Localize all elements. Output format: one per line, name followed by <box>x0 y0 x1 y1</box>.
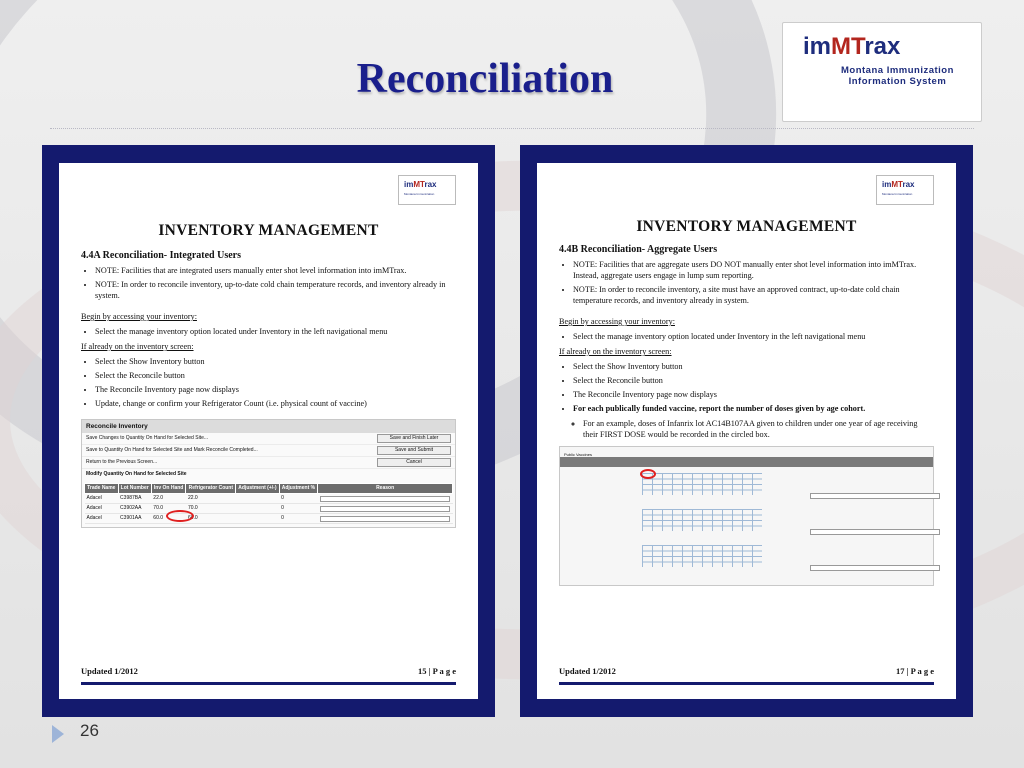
slide-number-marker-icon <box>52 725 64 743</box>
cancel-button: Cancel <box>377 458 451 467</box>
slide-title: Reconciliation <box>356 56 614 102</box>
immtrax-logo <box>782 22 982 122</box>
title-divider <box>50 128 974 129</box>
list-item: • Update, change or confirm your Refrigerator Count (i.e. physical count of vaccine) <box>95 398 456 409</box>
list-item: • The Reconcile Inventory page now displays <box>573 389 934 400</box>
section-title: 4.4B Reconciliation- Aggregate Users <box>559 244 718 255</box>
reason-select <box>320 516 450 522</box>
list-item: • Select the Show Inventory button <box>573 361 934 372</box>
table-row: Adacel C3987BA 22.0 22.0 0 <box>85 494 453 504</box>
highlight-circle <box>166 510 194 522</box>
already-label: If already on the inventory screen: <box>81 342 194 351</box>
aggregate-screenshot <box>559 446 934 586</box>
logo-tagline: Montana Immunization Information System <box>841 65 954 87</box>
section-title: 4.4A Reconciliation- Integrated Users <box>81 250 241 261</box>
begin-label: Begin by accessing your inventory: <box>559 317 675 326</box>
begin-list <box>573 331 934 342</box>
document-heading: INVENTORY MANAGEMENT <box>636 218 857 235</box>
logo-wordmark: imMTrax <box>803 33 901 60</box>
dose-grid <box>642 545 762 567</box>
reason-select <box>810 565 940 571</box>
table-row: Adacel C3901AA 60.0 60.0 0 <box>85 514 453 524</box>
action-row: Return to the Previous Screen... Cancel <box>82 457 455 469</box>
save-and-submit-button: Save and Submit <box>377 446 451 455</box>
list-item: ◦ For an example, doses of Infanrix lot AC14B107AA given to children under one year of age receiving their FIRST DOSE would be recorded in the circled box. <box>583 418 934 440</box>
inventory-table: Trade Name Lot Number Inv On Hand Refrigerator Count Adjustment (+/-) Adjustment % Reason Adacel C3987BA 22.0 22.0 0 Adacel C3902AA 70.0 70.0 0 Adacel C3901AA 60.0 60.0 0 <box>84 483 453 524</box>
list-item: • For each publically funded vaccine, report the number of doses given by age cohort. <box>573 403 934 414</box>
table-header-bar <box>560 457 933 467</box>
left-document-page <box>59 163 478 699</box>
list-item: • Select the manage inventory option located under Inventory in the left navigational menu <box>95 326 456 337</box>
already-list <box>95 356 456 409</box>
reason-select <box>320 506 450 512</box>
document-logo: imMTrax Montana Immunization <box>398 175 456 205</box>
reconcile-inventory-screenshot <box>81 419 456 528</box>
list-item: • The Reconcile Inventory page now displays <box>95 384 456 395</box>
screenshot-header: Reconcile Inventory <box>82 420 455 433</box>
document-footer: Updated 1/2012 17 | P a g e <box>559 666 934 685</box>
save-and-finish-later-button: Save and Finish Later <box>377 434 451 443</box>
list-item: • NOTE: Facilities that are aggregate users DO NOT manually enter shot level information into imMTrax. Instead, aggregate users engage in lump sum reporting. <box>573 259 934 281</box>
left-document-frame <box>42 145 495 717</box>
action-row: Save Changes to Quantity On Hand for Selected Site... Save and Finish Later <box>82 433 455 445</box>
reason-select <box>320 496 450 502</box>
list-item: • Select the manage inventory option located under Inventory in the left navigational menu <box>573 331 934 342</box>
table-row: Adacel C3902AA 70.0 70.0 0 <box>85 504 453 514</box>
document-heading: INVENTORY MANAGEMENT <box>158 222 379 239</box>
dose-grid <box>642 509 762 531</box>
document-footer: Updated 1/2012 15 | P a g e <box>81 666 456 685</box>
notes-list <box>573 259 934 306</box>
document-logo: imMTrax Montana Immunization <box>876 175 934 205</box>
list-item: • NOTE: In order to reconcile inventory, a site must have an approved contract, up-to-date cold chain temperature records, and inventory already in system. <box>573 284 934 306</box>
already-label: If already on the inventory screen: <box>559 347 672 356</box>
reason-select <box>810 529 940 535</box>
slide-number: 26 <box>80 721 99 740</box>
list-item: • NOTE: In order to reconcile inventory, up-to-date cold chain temperature records, and inventory already in system. <box>95 279 456 301</box>
right-document-frame <box>520 145 973 717</box>
action-row: Save to Quantity On Hand for Selected Site and Mark Reconcile Completed... Save and Submit <box>82 445 455 457</box>
already-list <box>573 361 934 414</box>
notes-list <box>95 265 456 301</box>
begin-list <box>95 326 456 337</box>
list-item: • NOTE: Facilities that are integrated users manually enter shot level information into imMTrax. <box>95 265 456 276</box>
list-item: • Select the Show Inventory button <box>95 356 456 367</box>
list-item: • Select the Reconcile button <box>573 375 934 386</box>
highlight-circle <box>640 469 656 479</box>
list-item: • Select the Reconcile button <box>95 370 456 381</box>
right-document-page <box>537 163 956 699</box>
example-list <box>583 418 934 440</box>
dose-grid <box>642 473 762 495</box>
reason-select <box>810 493 940 499</box>
screenshot-subheader: Modify Quantity On Hand for Selected Site <box>86 471 187 477</box>
begin-label: Begin by accessing your inventory: <box>81 312 197 321</box>
screenshot-caption: Public Vaccines <box>564 452 592 457</box>
